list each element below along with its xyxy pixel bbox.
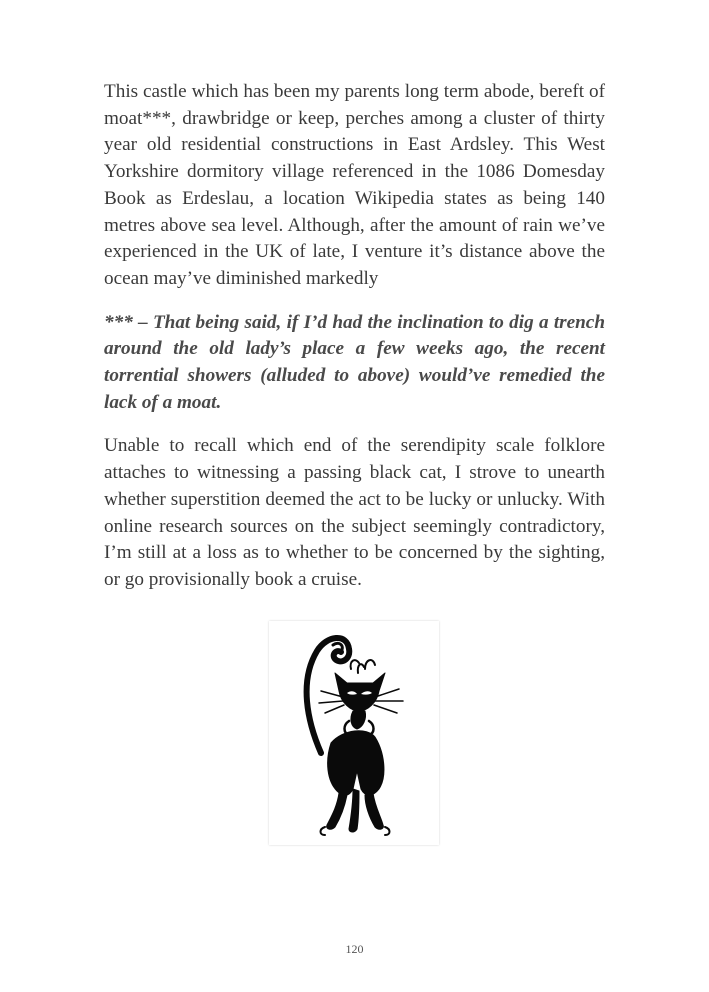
footnote-moat: *** – That being said, if I’d had the inclination to dig a trench around the old lady’s place a few weeks ago, the recent torrential showers (alluded to above) would’ve remedied the lack of a moat. <box>104 311 605 413</box>
document-body <box>104 79 605 611</box>
black-cat-illustration <box>269 621 439 845</box>
page-number: 120 <box>345 942 364 956</box>
paragraph-castle: This castle which has been my parents long term abode, bereft of moat***, drawbridge or keep, perches among a cluster of thirty year old residential constructions in East Ardsley. This West Yorkshire dormitory village referenced in the 1086 Domesday Book as Erdeslau, a location Wikipedia states as being 140 metres above sea level. Although, after the amount of rain we’ve experienced in the UK of late, I venture it’s distance above the ocean may’ve diminished markedly <box>104 81 605 289</box>
black-cat-icon <box>269 621 439 845</box>
paragraph-black-cat: Unable to recall which end of the serendipity scale folklore attaches to witnessing a passing black cat, I strove to unearth whether superstition deemed the act to be lucky or unlucky. With online research sources on the subject seemingly contradictory, I’m still at a loss as to whether to be concerned by the sighting, or go provisionally book a cruise. <box>104 435 605 590</box>
